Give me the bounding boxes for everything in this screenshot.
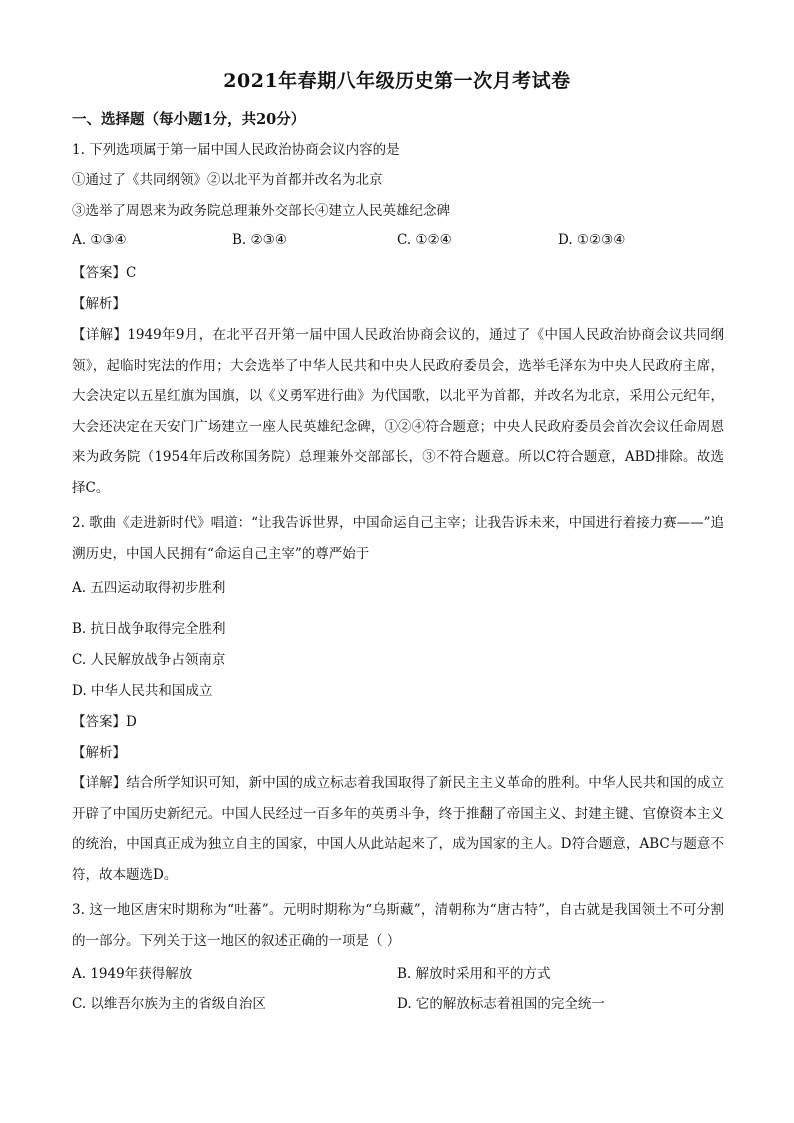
q1-option-d: D. ①②③④ [558,232,626,248]
q1-stem: 1. 下列选项属于第一届中国人民政治协商会议内容的是 [72,142,400,158]
q1-statement-2: ③选举了周恩来为政务院总理兼外交部长④建立人民英雄纪念碑 [72,203,450,219]
q1-answer: 【答案】C [72,265,137,281]
q2-stem: 2. 歌曲《走进新时代》唱道：“让我告诉世界，中国命运自己主宰；让我告诉未来，中国进行着接力赛——”追溯历史，中国人民拥有“命运自己主宰”的尊严始于 [72,515,724,562]
q2-option-c: C. 人民解放战争占领南京 [72,652,226,668]
q1-options [72,232,722,252]
q1-option-b: B. ②③④ [232,232,287,248]
q2-answer: 【答案】D [72,714,137,730]
q3-options-row-1 [72,962,722,982]
q3-option-c: C. 以维吾尔族为主的省级自治区 [72,996,266,1012]
q2-analysis-label: 【解析】 [72,745,126,761]
q3-option-a: A. 1949年获得解放 [72,966,193,982]
q1-option-a: A. ①③④ [72,232,127,248]
q3-stem: 3. 这一地区唐宋时期称为“吐蕃”。元明时期称为“乌斯藏”，清朝称为“唐古特”，自古就是我国领土不可分割的一部分。下列关于这一地区的叙述正确的一项是（ ） [72,902,724,949]
q2-option-a: A. 五四运动取得初步胜利 [72,580,226,596]
q3-option-b: B. 解放时采用和平的方式 [397,966,551,982]
page-title: 2021年春期八年级历史第一次月考试卷 [223,70,571,92]
q3-options-row-2 [72,992,722,1012]
q1-detail: 【详解】1949年9月，在北平召开第一届中国人民政治协商会议的，通过了《中国人民政治协商会议共同纲领》，起临时宪法的作用；大会选举了中华人民共和中央人民政府委员会，选举毛泽东为中央人民政府主席，大会决定以五星红旗为国旗，以《义勇军进行曲》为代国歌，以北平为首都，并改名为北京，采用公元纪年，大会还决定在天安门广场建立一座人民英雄纪念碑，①②④符合题意；中央人民政府委员会首次会议任命周恩来为政务院（1954年后改称国务院）总理兼外交部部长，③不符合题意。所以C符合题意，ABD排除。故选择C。 [72,327,724,496]
q1-analysis-label: 【解析】 [72,296,126,312]
q1-statement-1: ①通过了《共同纲领》②以北平为首都并改名为北京 [72,172,383,188]
q1-option-c: C. ①②④ [397,232,452,248]
section-heading: 一、选择题（每小题1分，共20分） [72,111,306,128]
q2-option-d: D. 中华人民共和国成立 [72,683,213,699]
q2-option-b: B. 抗日战争取得完全胜利 [72,621,226,637]
q2-detail: 【详解】结合所学知识可知，新中国的成立标志着我国取得了新民主主义革命的胜利。中华人民共和国的成立开辟了中国历史新纪元。中国人民经过一百多年的英勇斗争，终于推翻了帝国主义、封建主键、官僚资本主义的统治，中国真正成为独立自主的国家，中国人从此站起来了，成为国家的主人。D符合题意，ABC与题意不符，故本题选D。 [72,775,724,883]
q3-option-d: D. 它的解放标志着祖国的完全统一 [397,996,605,1012]
